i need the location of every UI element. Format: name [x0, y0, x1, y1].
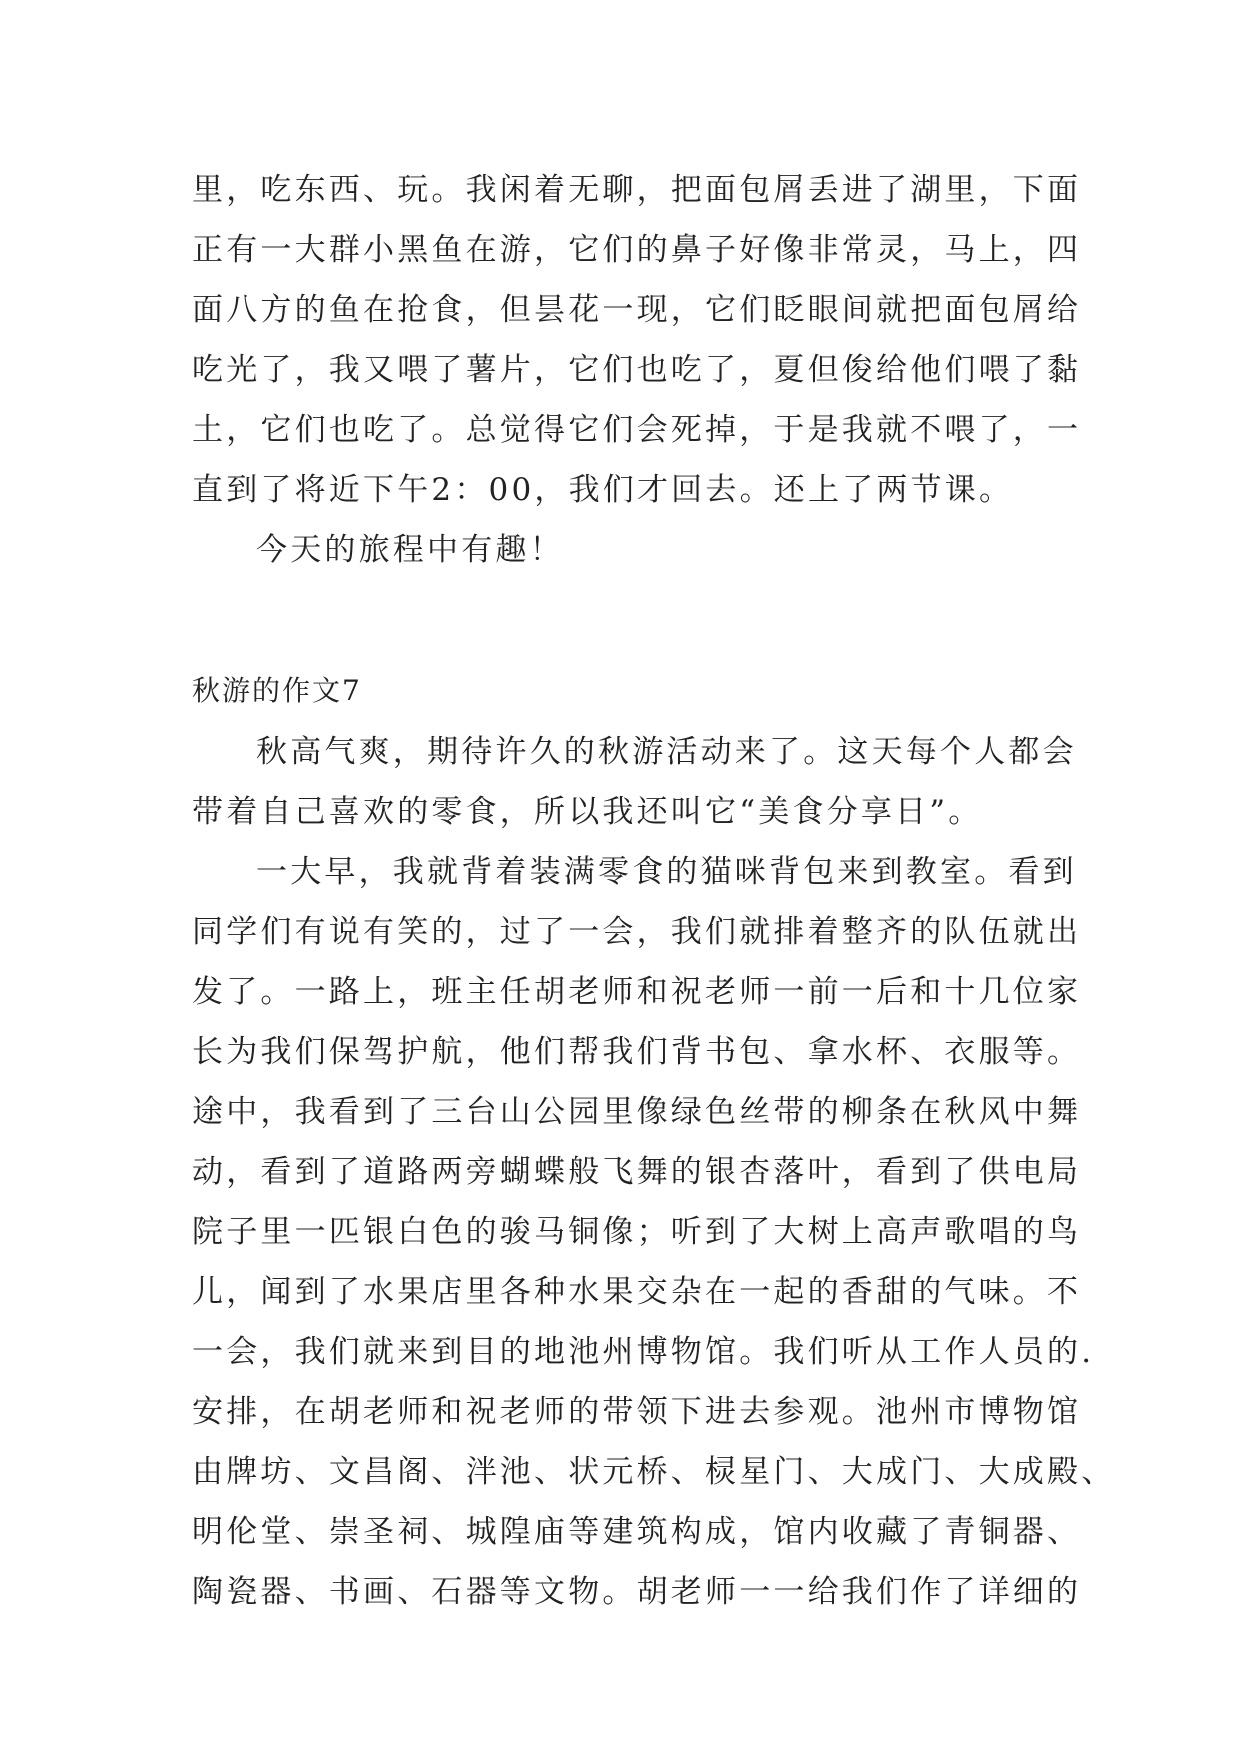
- text-line: 吃光了，我又喂了薯片，它们也吃了，夏但俊给他们喂了黏: [192, 352, 1082, 388]
- text-line: 明伦堂、崇圣祠、城隍庙等建筑构成，馆内收藏了青铜器、: [192, 1514, 1082, 1550]
- text-line: 土，它们也吃了。总觉得它们会死掉，于是我就不喂了，一: [192, 412, 1082, 448]
- text-line: 直到了将近下午2：00，我们才回去。还上了两节课。: [192, 472, 1014, 508]
- closing-sentence: 今天的旅程中有趣！: [256, 532, 564, 568]
- text-line: 儿，闻到了水果店里各种水果交杂在一起的香甜的气味。不: [192, 1274, 1082, 1310]
- text-line: 面八方的鱼在抢食，但昙花一现，它们眨眼间就把面包屑给: [192, 292, 1082, 328]
- text-line: 一大早，我就背着装满零食的猫咪背包来到教室。看到: [256, 854, 1077, 890]
- previous-essay-paragraph: [192, 160, 1082, 520]
- text-line: 秋高气爽，期待许久的秋游活动来了。这天每个人都会: [256, 734, 1077, 770]
- section-spacer: [192, 580, 1072, 640]
- document-page: [192, 160, 1116, 1622]
- text-line: 一会，我们就来到目的地池州博物馆。我们听从工作人员的.: [192, 1334, 1095, 1370]
- text-line: 正有一大群小黑鱼在游，它们的鼻子好像非常灵，马上，四: [192, 232, 1082, 268]
- text-line: 长为我们保驾护航，他们帮我们背书包、拿水杯、衣服等。: [192, 1034, 1082, 1070]
- text-line: 安排，在胡老师和祝老师的带领下进去参观。池州市博物馆: [192, 1394, 1082, 1430]
- text-line: 陶瓷器、书画、石器等文物。胡老师一一给我们作了详细的: [192, 1574, 1082, 1610]
- text-line: 院子里一匹银白色的骏马铜像；听到了大树上高声歌唱的鸟: [192, 1214, 1082, 1250]
- text-line: 动，看到了道路两旁蝴蝶般飞舞的银杏落叶，看到了供电局: [192, 1154, 1082, 1190]
- essay-paragraph-1: [192, 722, 1077, 842]
- text-line: 途中，我看到了三台山公园里像绿色丝带的柳条在秋风中舞: [192, 1094, 1082, 1130]
- text-line: 由牌坊、文昌阁、泮池、状元桥、棂星门、大成门、大成殿、: [192, 1454, 1116, 1490]
- text-line: 里，吃东西、玩。我闲着无聊，把面包屑丢进了湖里，下面: [192, 172, 1082, 208]
- essay-title: 秋游的作文7: [192, 674, 362, 707]
- essay-paragraph-2: [192, 842, 1116, 1622]
- text-line: 带着自己喜欢的零食，所以我还叫它“美食分享日”。: [192, 794, 983, 830]
- text-line: 发了。一路上，班主任胡老师和祝老师一前一后和十几位家: [192, 974, 1082, 1010]
- text-line: 同学们有说有笑的，过了一会，我们就排着整齐的队伍就出: [192, 914, 1082, 950]
